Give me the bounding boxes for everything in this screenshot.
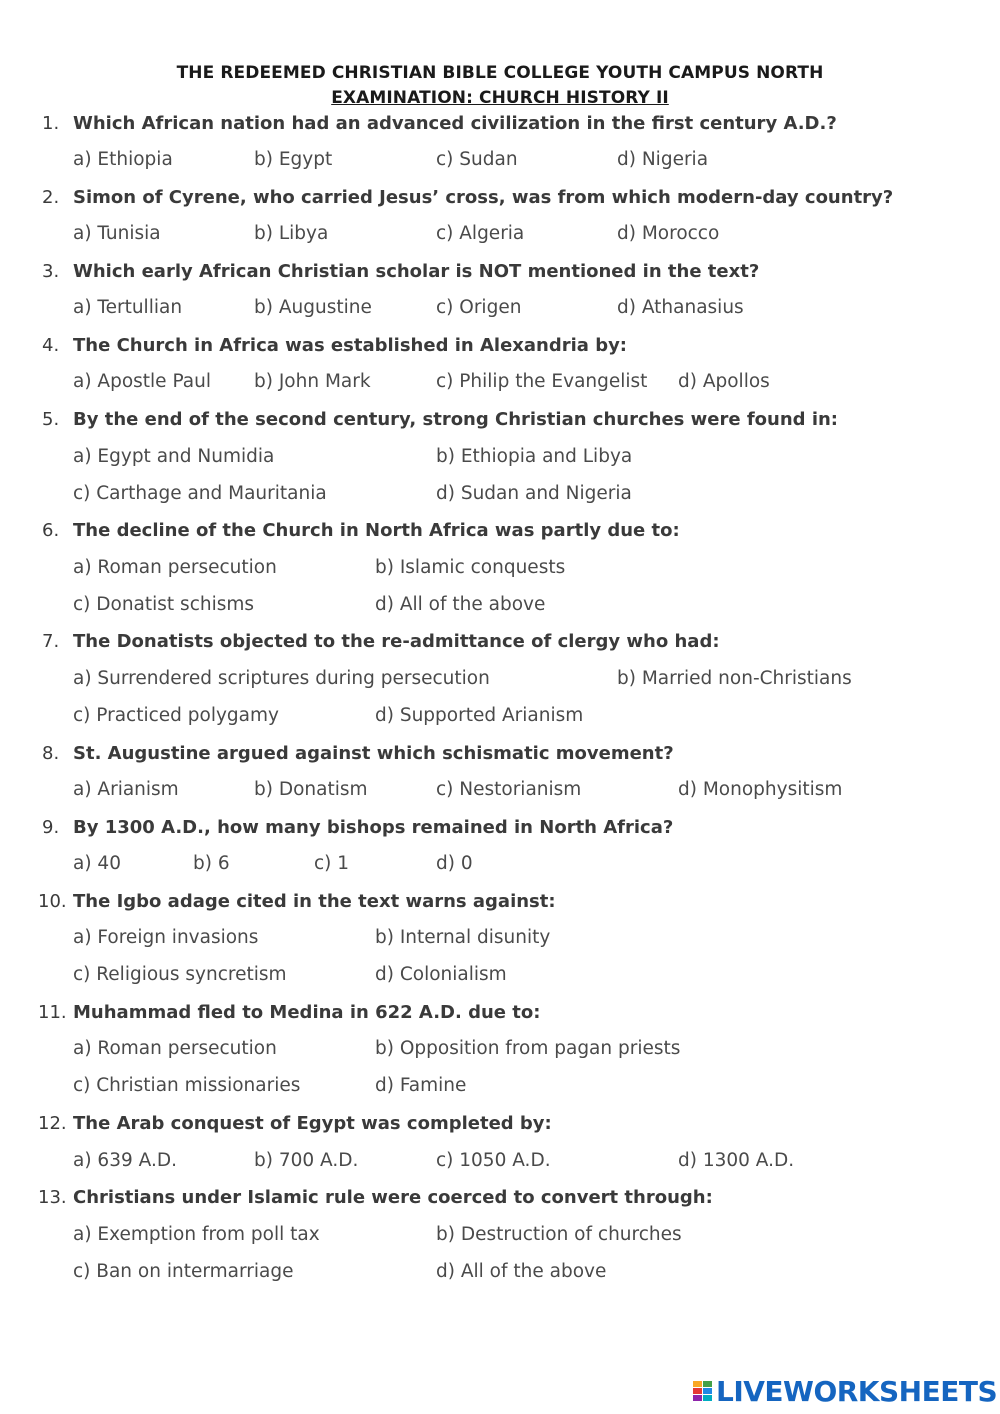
option-a[interactable]: a) Foreign invasions: [73, 927, 259, 948]
liveworksheets-logo: [692, 1374, 997, 1408]
option-a[interactable]: a) Tunisia: [73, 223, 161, 244]
question-text: By the end of the second century, strong Christian churches were found in:: [73, 409, 839, 430]
question-text: The Igbo adage cited in the text warns against:: [73, 891, 556, 912]
question-10: [0, 891, 1000, 921]
question-text: Muhammad fled to Medina in 622 A.D. due to:: [73, 1002, 541, 1023]
question-11: [0, 1002, 1000, 1032]
option-b[interactable]: b) Ethiopia and Libya: [436, 446, 633, 467]
option-b[interactable]: b) 700 A.D.: [254, 1150, 359, 1171]
option-c[interactable]: c) Origen: [436, 297, 522, 318]
question-1: [0, 113, 1000, 143]
option-a[interactable]: a) Ethiopia: [73, 149, 173, 170]
question-number: 5.: [42, 409, 60, 430]
question-number: 11.: [38, 1002, 67, 1023]
option-a[interactable]: a) Roman persecution: [73, 557, 277, 578]
question-9: [0, 817, 1000, 847]
option-c[interactable]: c) Nestorianism: [436, 779, 582, 800]
question-number: 4.: [42, 335, 60, 356]
question-text: The Arab conquest of Egypt was completed by:: [73, 1113, 552, 1134]
option-c[interactable]: c) Ban on intermarriage: [73, 1261, 294, 1282]
option-b[interactable]: b) Islamic conquests: [375, 557, 566, 578]
option-a[interactable]: a) Apostle Paul: [73, 371, 211, 392]
option-b[interactable]: b) 6: [193, 853, 230, 874]
question-6: [0, 520, 1000, 550]
question-text: The Donatists objected to the re-admittance of clergy who had:: [73, 631, 720, 652]
question-7: [0, 631, 1000, 661]
question-number: 6.: [42, 520, 60, 541]
liveworksheets-wordmark: LIVEWORKSHEETS: [716, 1374, 998, 1408]
question-number: 2.: [42, 187, 60, 208]
option-c[interactable]: c) Practiced polygamy: [73, 705, 279, 726]
question-number: 12.: [38, 1113, 67, 1134]
option-a[interactable]: a) Egypt and Numidia: [73, 446, 275, 467]
option-a[interactable]: a) 639 A.D.: [73, 1150, 177, 1171]
option-d[interactable]: d) Morocco: [617, 223, 720, 244]
option-d[interactable]: d) Apollos: [678, 371, 770, 392]
option-a[interactable]: a) Arianism: [73, 779, 179, 800]
option-d[interactable]: d) Monophysitism: [678, 779, 843, 800]
question-13: [0, 1187, 1000, 1217]
question-number: 9.: [42, 817, 60, 838]
option-c[interactable]: c) Philip the Evangelist: [436, 371, 648, 392]
question-text: St. Augustine argued against which schismatic movement?: [73, 743, 674, 764]
option-c[interactable]: c) Algeria: [436, 223, 525, 244]
question-number: 1.: [42, 113, 60, 134]
option-d[interactable]: d) Athanasius: [617, 297, 744, 318]
option-d[interactable]: d) 1300 A.D.: [678, 1150, 795, 1171]
option-d[interactable]: d) Sudan and Nigeria: [436, 483, 632, 504]
question-2: [0, 187, 1000, 217]
option-a[interactable]: a) Surrendered scriptures during persecution: [73, 668, 490, 689]
question-text: The decline of the Church in North Africa was partly due to:: [73, 520, 680, 541]
option-b[interactable]: b) Married non-Christians: [617, 668, 852, 689]
option-b[interactable]: b) Destruction of churches: [436, 1224, 682, 1245]
option-c[interactable]: c) Christian missionaries: [73, 1075, 301, 1096]
question-4: [0, 335, 1000, 365]
option-c[interactable]: c) 1050 A.D.: [436, 1150, 551, 1171]
option-d[interactable]: d) All of the above: [436, 1261, 607, 1282]
option-a[interactable]: a) Tertullian: [73, 297, 183, 318]
liveworksheets-logo-icon: [692, 1378, 714, 1404]
question-8: [0, 743, 1000, 773]
option-d[interactable]: d) Famine: [375, 1075, 467, 1096]
option-d[interactable]: d) Nigeria: [617, 149, 709, 170]
question-text: The Church in Africa was established in Alexandria by:: [73, 335, 628, 356]
option-a[interactable]: a) Exemption from poll tax: [73, 1224, 320, 1245]
option-d[interactable]: d) All of the above: [375, 594, 546, 615]
option-c[interactable]: c) Donatist schisms: [73, 594, 255, 615]
question-text: Which African nation had an advanced civilization in the first century A.D.?: [73, 113, 837, 134]
question-number: 8.: [42, 743, 60, 764]
question-5: [0, 409, 1000, 439]
option-c[interactable]: c) Religious syncretism: [73, 964, 287, 985]
question-3: [0, 261, 1000, 291]
option-b[interactable]: b) Internal disunity: [375, 927, 551, 948]
option-b[interactable]: b) Augustine: [254, 297, 372, 318]
option-c[interactable]: c) Sudan: [436, 149, 518, 170]
option-d[interactable]: d) Colonialism: [375, 964, 507, 985]
question-number: 13.: [38, 1187, 67, 1208]
question-text: Christians under Islamic rule were coerced to convert through:: [73, 1187, 713, 1208]
option-c[interactable]: c) 1: [314, 853, 350, 874]
option-b[interactable]: b) John Mark: [254, 371, 371, 392]
question-number: 7.: [42, 631, 60, 652]
question-text: By 1300 A.D., how many bishops remained in North Africa?: [73, 817, 674, 838]
option-d[interactable]: d) 0: [436, 853, 473, 874]
exam-subject-title: EXAMINATION: CHURCH HISTORY II: [331, 88, 669, 108]
question-12: [0, 1113, 1000, 1143]
option-c[interactable]: c) Carthage and Mauritania: [73, 483, 327, 504]
option-b[interactable]: b) Egypt: [254, 149, 333, 170]
question-text: Simon of Cyrene, who carried Jesus’ cross, was from which modern-day country?: [73, 187, 894, 208]
option-b[interactable]: b) Donatism: [254, 779, 368, 800]
option-a[interactable]: a) Roman persecution: [73, 1038, 277, 1059]
question-number: 3.: [42, 261, 60, 282]
option-d[interactable]: d) Supported Arianism: [375, 705, 584, 726]
option-b[interactable]: b) Libya: [254, 223, 329, 244]
question-text: Which early African Christian scholar is NOT mentioned in the text?: [73, 261, 760, 282]
question-number: 10.: [38, 891, 67, 912]
option-a[interactable]: a) 40: [73, 853, 121, 874]
option-b[interactable]: b) Opposition from pagan priests: [375, 1038, 681, 1059]
exam-institution-title: THE REDEEMED CHRISTIAN BIBLE COLLEGE YOUTH CAMPUS NORTH: [176, 63, 824, 83]
